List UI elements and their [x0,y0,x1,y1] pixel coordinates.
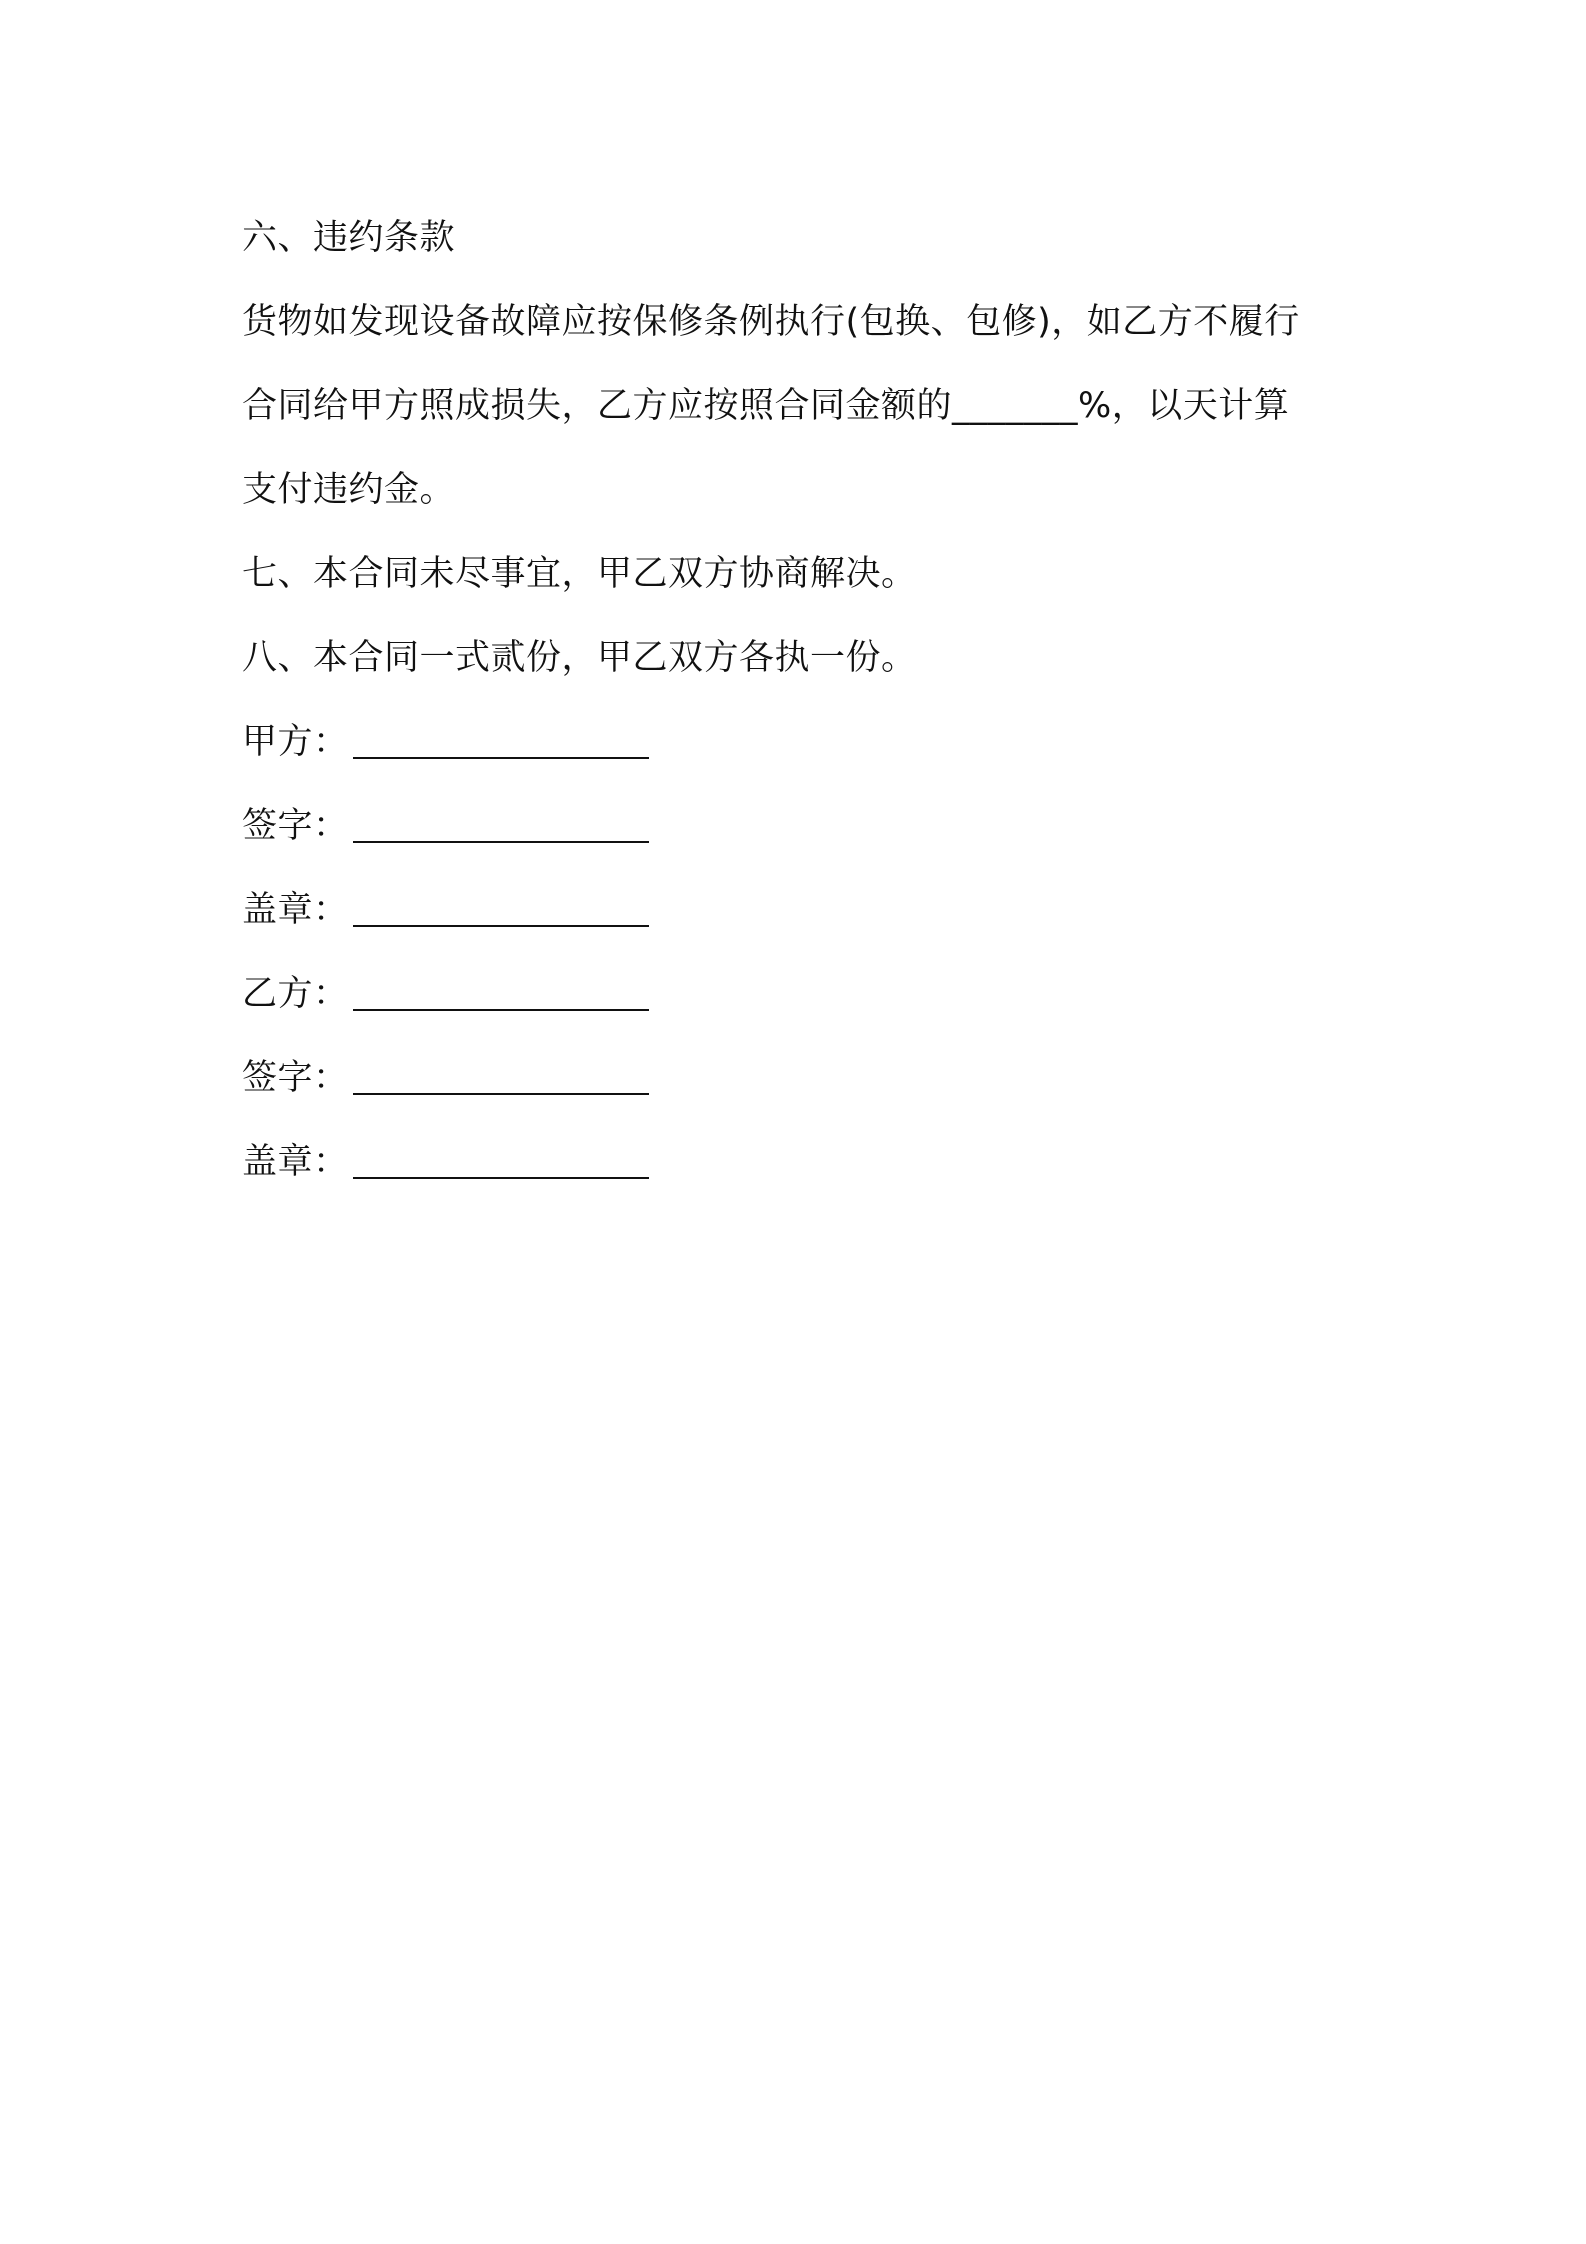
party-b-sign-blank [353,1063,649,1095]
document-body [242,196,1362,1204]
section-8-text: 八、本合同一式贰份，甲乙双方各执一份。 [242,638,917,678]
signature-row-party-b-seal [242,1120,1362,1204]
signature-row-party-a-seal [242,868,1362,952]
signature-row-party-b [242,952,1362,1036]
party-a-label: 甲方： [242,722,349,762]
section-6-paragraph-line-3: 支付违约金。 [242,470,456,510]
party-b-seal-blank [353,1147,649,1179]
party-b-label: 乙方： [242,974,349,1014]
section-6-paragraph-line-1: 货物如发现设备故障应按保修条例执行(包换、包修)，如乙方不履行 [242,302,1300,342]
party-b-seal-label: 盖章： [242,1142,349,1182]
section-7-text: 七、本合同未尽事宜，甲乙双方协商解决。 [242,554,917,594]
party-a-sign-label: 签字： [242,806,349,846]
signature-row-party-a [242,700,1362,784]
party-a-blank [353,727,649,759]
section-6-paragraph-line-2: 合同给甲方照成损失，乙方应按照合同金额的_______%，以天计算 [242,386,1290,426]
party-a-seal-label: 盖章： [242,890,349,930]
section-6-heading: 六、违约条款 [242,218,456,258]
party-a-seal-blank [353,895,649,927]
signature-row-party-b-sign [242,1036,1362,1120]
party-a-sign-blank [353,811,649,843]
signature-row-party-a-sign [242,784,1362,868]
party-b-sign-label: 签字： [242,1058,349,1098]
party-b-blank [353,979,649,1011]
